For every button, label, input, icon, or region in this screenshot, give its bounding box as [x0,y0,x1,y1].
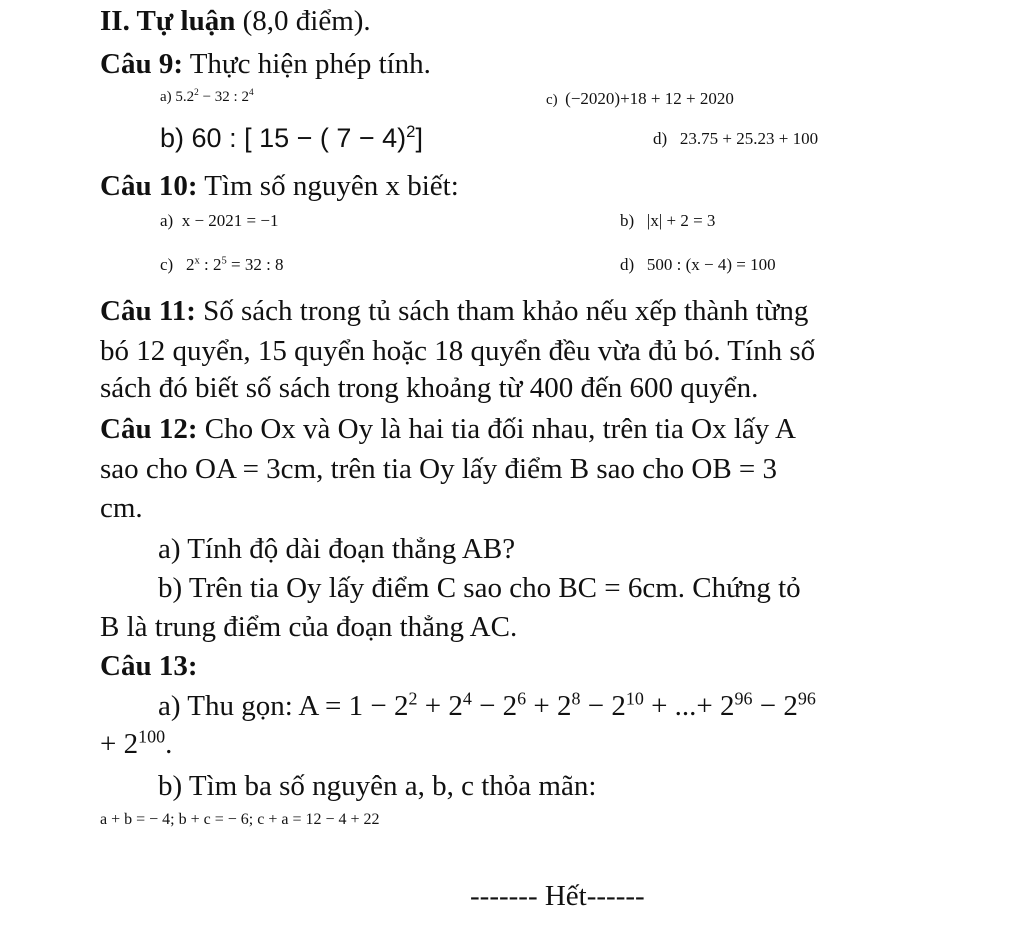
question-13-part-a-continued: + $2^{100}$. [100,726,173,760]
question-9-heading [100,48,431,81]
part-label: b) [160,123,185,153]
math-expression: 500 : (x − 4) = 100 [646,255,776,274]
question-11-line-1 [100,295,808,328]
math-expression: $5.2^2 - 32$ : $2^4$ [175,88,254,105]
question-10-part-a [160,211,278,231]
question-12-line-1 [100,413,796,446]
question-9-part-d [653,129,818,149]
question-10-label: Câu 10: [100,170,198,202]
question-10-part-c [160,255,284,275]
question-11-text: Số sách trong tủ sách tham khảo nếu xếp thành từng [203,295,809,327]
part-label: d) [653,129,668,148]
question-13-label: Câu 13: [100,650,198,682]
section-points: (8,0 điểm). [242,5,371,37]
question-9-part-b [160,123,423,154]
part-label: d) [620,255,635,274]
question-9-part-a [160,89,254,106]
question-13-heading [100,650,197,683]
question-12-part-b-line-1: b) Trên tia Oy lấy điểm C sao cho BC = 6cm. Chứng tỏ [158,572,801,604]
section-label: II. Tự luận [100,5,236,37]
question-10-part-d [620,255,776,275]
question-9-label: Câu 9: [100,48,183,80]
math-expression: 23.75 + 25.23 + 100 [679,129,819,148]
part-label: c) [160,255,174,274]
part-label: c) [546,92,558,108]
question-11-label: Câu 11: [100,295,196,327]
question-11-line-2: bó 12 quyển, 15 quyển hoặc 18 quyển đều vừa đủ bó. Tính số [100,335,816,367]
question-12-label: Câu 12: [100,413,198,445]
question-10-part-b [620,211,715,231]
question-10-prompt: Tìm số nguyên x biết: [204,170,459,202]
end-marker: ------- Hết------ [470,880,645,912]
part-label: a) [160,211,174,230]
question-11-line-3: sách đó biết số sách trong khoảng từ 400 đến 600 quyển. [100,372,759,404]
math-expression: |x| + 2 = 3 [646,211,716,230]
section-header [100,5,371,38]
question-12-part-a: a) Tính độ dài đoạn thẳng AB? [158,533,516,565]
math-expression: 2$^x$ : $2^5 = 32$ : 8 [185,255,284,274]
question-13-part-b-equations: a + b = − 4; b + c = − 6; c + a = 12 − 4 + 22 [100,811,380,828]
question-10-heading [100,170,459,203]
math-expression: 60 : [ 15 − ( 7 − 4)$^2$] [191,122,423,153]
question-12-part-b-line-2: B là trung điểm của đoạn thẳng AC. [100,611,518,643]
math-expression: x − 2021 = −1 [181,211,279,230]
math-expression: (−2020)+18 + 12 + 2020 [565,89,734,108]
part-label: a) [160,89,172,105]
question-12-line-3: cm. [100,492,143,524]
question-13-part-b: b) Tìm ba số nguyên a, b, c thỏa mãn: [158,770,597,802]
question-12-line-2: sao cho OA = 3cm, trên tia Oy lấy điểm B sao cho OB = 3 [100,453,778,485]
question-13-part-a: a) Thu gọn: $A = 1 - 2^2 + 2^4 - 2^6 + 2^8 - 2^{10}$ + ...+ $2^{96} - 2^{96}$ [158,688,816,722]
question-9-part-c [546,89,734,109]
part-label: b) [620,211,635,230]
question-12-text: Cho Ox và Oy là hai tia đối nhau, trên tia Ox lấy A [204,413,796,445]
question-9-prompt: Thực hiện phép tính. [189,48,431,80]
